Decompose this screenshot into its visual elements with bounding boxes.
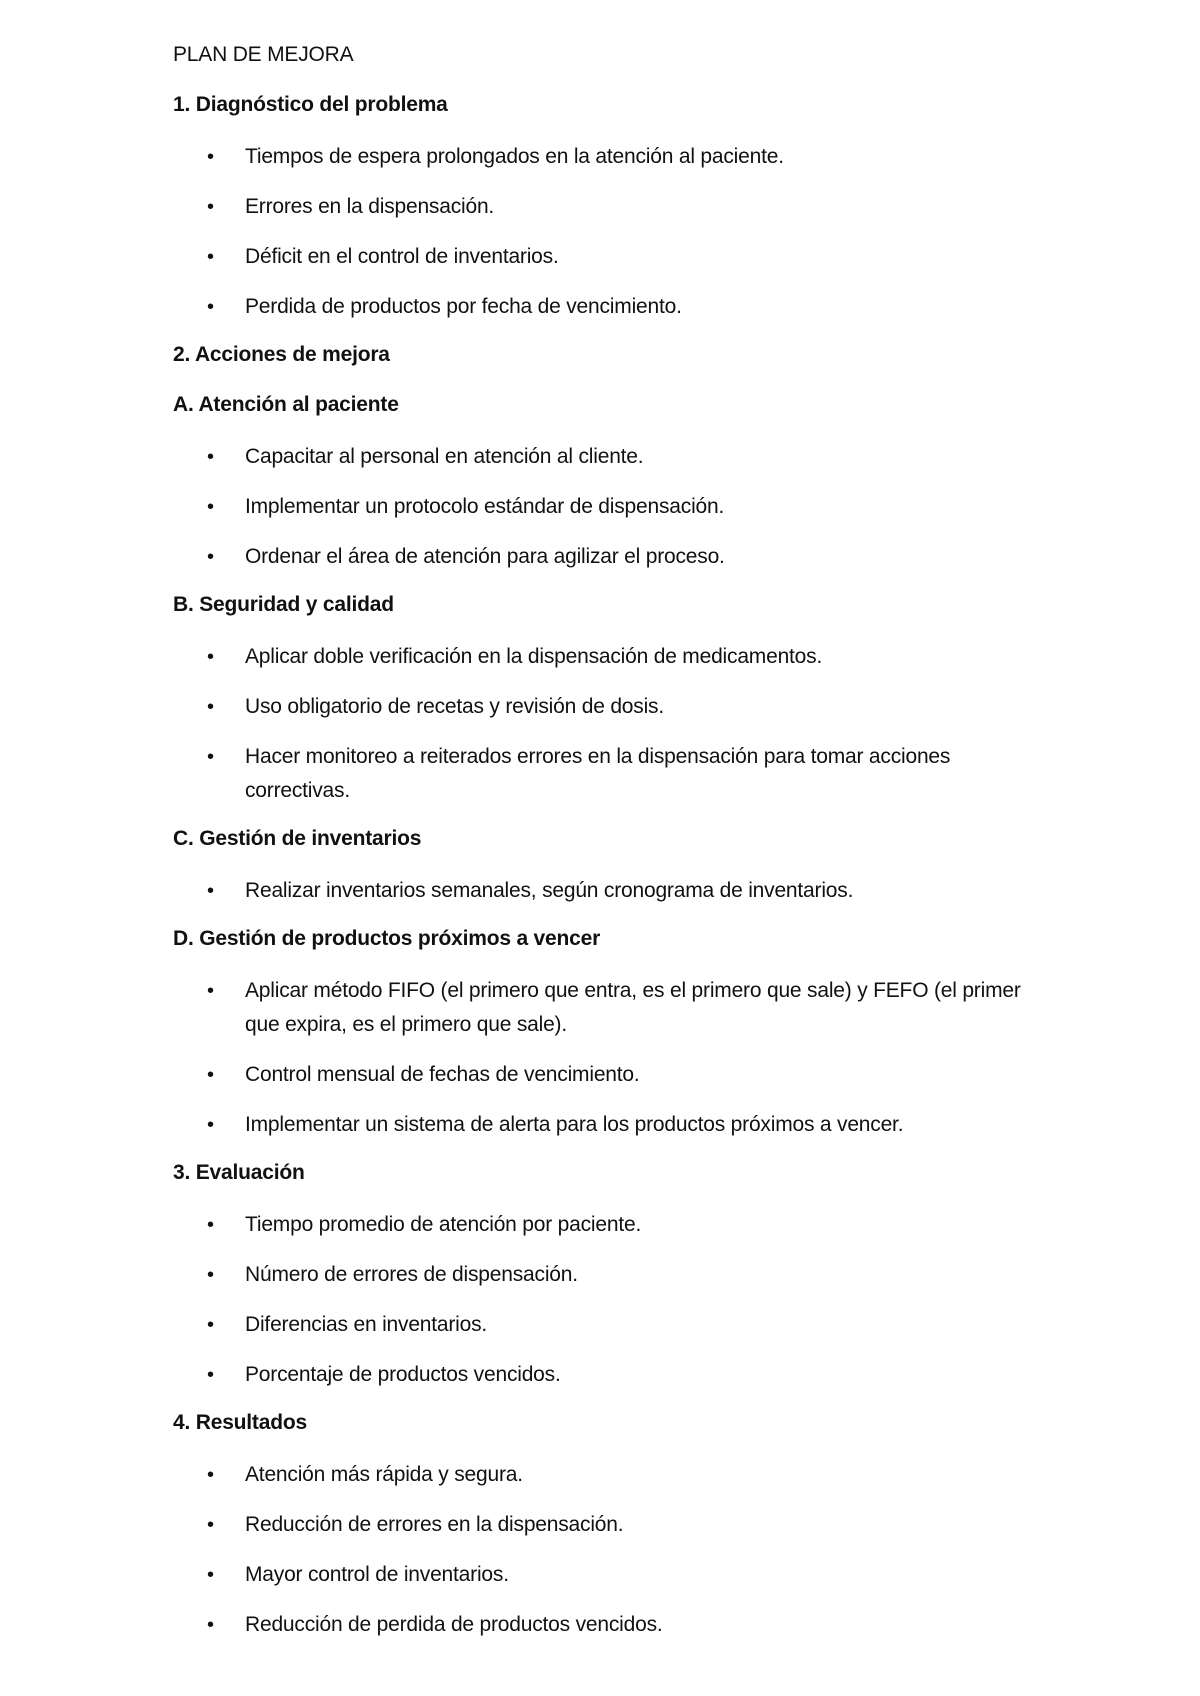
list-item [173,1208,1053,1242]
bullet-list [173,140,1053,324]
bullet-icon: • [207,1514,214,1536]
bullet-list [173,640,1053,808]
section-heading: 3. Evaluación [173,1161,305,1184]
list-item [173,690,1053,724]
bullet-icon: • [207,1114,214,1136]
bullet-icon: • [207,1614,214,1636]
bullet-list [173,1458,1053,1642]
list-item-text: Realizar inventarios semanales, según cronograma de inventarios. [245,879,854,902]
list-item-text: Implementar un sistema de alerta para los productos próximos a vencer. [245,1113,904,1136]
list-item-text: Hacer monitoreo a reiterados errores en la dispensación para tomar acciones correctivas. [245,745,951,802]
bullet-icon: • [207,496,214,518]
list-item-text: Ordenar el área de atención para agilizar el proceso. [245,545,725,568]
section-heading: 4. Resultados [173,1411,307,1434]
list-item [173,740,1053,808]
bullet-icon: • [207,746,214,768]
list-item [173,974,1053,1042]
bullet-icon: • [207,146,214,168]
bullet-icon: • [207,980,214,1002]
list-item [173,1058,1053,1092]
bullet-icon: • [207,1364,214,1386]
list-item [173,1608,1053,1642]
document-body [173,90,1053,1642]
list-item-text: Implementar un protocolo estándar de dispensación. [245,495,725,518]
document-title: PLAN DE MEJORA [173,43,354,66]
list-item [173,1108,1053,1142]
list-item-text: Aplicar doble verificación en la dispensación de medicamentos. [245,645,823,668]
bullet-list [173,874,1053,908]
list-item [173,1308,1053,1342]
section-heading: D. Gestión de productos próximos a vencer [173,927,601,950]
bullet-icon: • [207,1264,214,1286]
bullet-icon: • [207,696,214,718]
list-item-text: Tiempo promedio de atención por paciente. [245,1213,642,1236]
list-item [173,1258,1053,1292]
list-item-text: Número de errores de dispensación. [245,1263,578,1286]
bullet-icon: • [207,1314,214,1336]
list-item-text: Tiempos de espera prolongados en la atención al paciente. [245,145,784,168]
list-item-text: Capacitar al personal en atención al cliente. [245,445,644,468]
bullet-icon: • [207,546,214,568]
bullet-icon: • [207,646,214,668]
bullet-list [173,440,1053,574]
list-item [173,440,1053,474]
list-item-text: Perdida de productos por fecha de vencimiento. [245,295,682,318]
list-item-text: Porcentaje de productos vencidos. [245,1363,561,1386]
list-item [173,1558,1053,1592]
list-item-text: Uso obligatorio de recetas y revisión de dosis. [245,695,664,718]
bullet-icon: • [207,1064,214,1086]
bullet-icon: • [207,1564,214,1586]
list-item-text: Errores en la dispensación. [245,195,495,218]
bullet-icon: • [207,246,214,268]
section-heading: A. Atención al paciente [173,393,399,416]
document-page [173,40,1053,1658]
list-item [173,1508,1053,1542]
list-item [173,140,1053,174]
list-item [173,490,1053,524]
list-item [173,640,1053,674]
section-heading: B. Seguridad y calidad [173,593,394,616]
list-item-text: Déficit en el control de inventarios. [245,245,559,268]
list-item-text: Reducción de errores en la dispensación. [245,1513,624,1536]
list-item-text: Reducción de perdida de productos vencidos. [245,1613,663,1636]
bullet-list [173,974,1053,1142]
list-item-text: Mayor control de inventarios. [245,1563,509,1586]
list-item [173,874,1053,908]
bullet-icon: • [207,880,214,902]
section-heading: 1. Diagnóstico del problema [173,93,448,116]
section-heading: 2. Acciones de mejora [173,343,390,366]
list-item [173,290,1053,324]
bullet-icon: • [207,196,214,218]
section-heading: C. Gestión de inventarios [173,827,422,850]
bullet-icon: • [207,296,214,318]
list-item-text: Diferencias en inventarios. [245,1313,488,1336]
list-item [173,540,1053,574]
list-item-text: Atención más rápida y segura. [245,1463,523,1486]
list-item-text: Aplicar método FIFO (el primero que entra, es el primero que sale) y FEFO (el primer que expira, es el primero que sale). [245,979,1021,1036]
list-item [173,240,1053,274]
bullet-icon: • [207,446,214,468]
list-item [173,1458,1053,1492]
bullet-icon: • [207,1464,214,1486]
list-item-text: Control mensual de fechas de vencimiento. [245,1063,640,1086]
list-item [173,190,1053,224]
bullet-list [173,1208,1053,1392]
bullet-icon: • [207,1214,214,1236]
list-item [173,1358,1053,1392]
